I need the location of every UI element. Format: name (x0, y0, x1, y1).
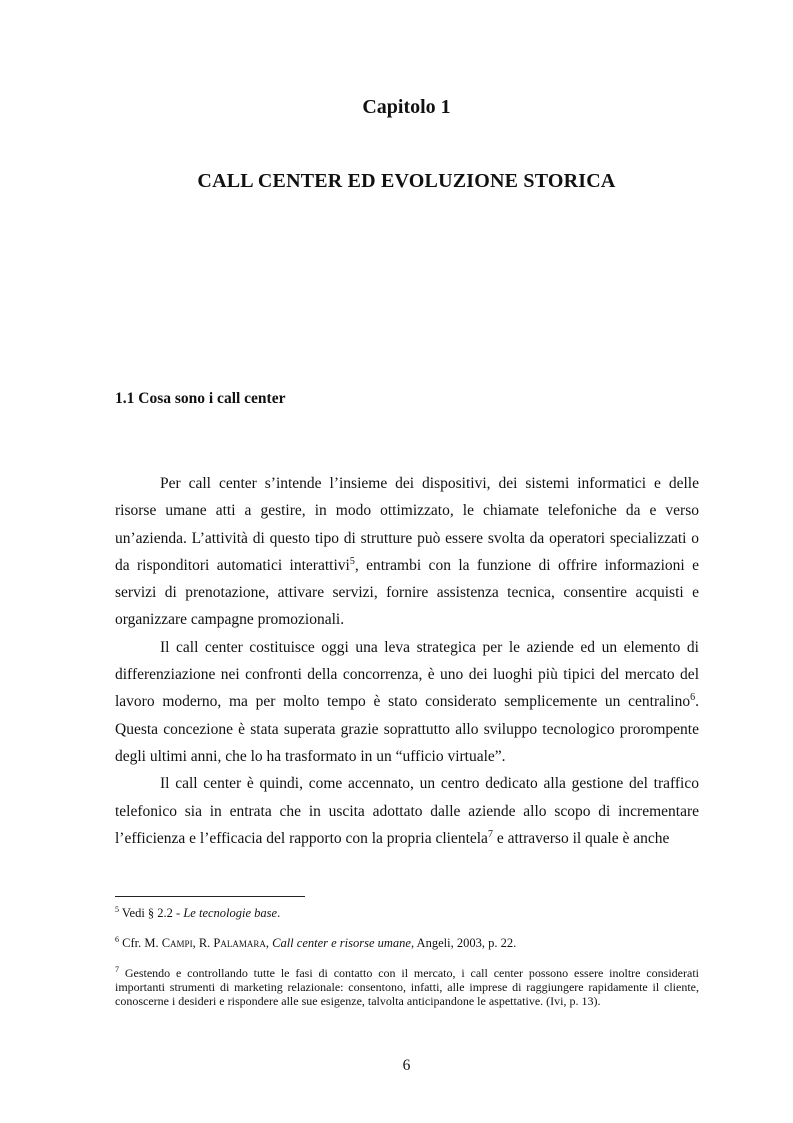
footnote-7 (115, 966, 699, 1009)
footnote-ref-5[interactable]: 5 (349, 555, 355, 567)
section-heading: 1.1 Cosa sono i call center (115, 390, 286, 407)
footnote-6 (115, 936, 699, 950)
footnote-text: . (277, 906, 281, 920)
paragraph-2 (115, 634, 699, 770)
footnote-text: , R. (192, 936, 214, 950)
paragraph-3 (115, 770, 699, 852)
paragraph-text: . Questa concezione è stata superata grazie soprattutto allo sviluppo tecnologico prorompente degli ultimi anni, che lo ha trasformato in un “ufficio virtuale”. (115, 693, 699, 765)
footnote-italic: Call center e risorse umane (272, 936, 411, 950)
paragraph-text: Per call center s’intende l’insieme dei dispositivi, dei sistemi informatici e delle risorse umane atti a gestire, in modo ottimizzato, le chiamate telefoniche da e verso un’azienda. L’attività di questo tipo di strutture può essere svolta da operatori specializzati o da risponditori automatici interattivi (115, 475, 699, 574)
paragraph-1 (115, 470, 699, 634)
paragraph-text: Il call center è quindi, come accennato, un centro dedicato alla gestione del traffico telefonico sia in entrata che in uscita adottato dalle aziende allo scopo di incrementare l’efficienza e l’efficacia del rapporto con la propria clientela (115, 775, 699, 847)
footnote-text: Gestendo e controllando tutte le fasi di contatto con il mercato, i call center possono essere inoltre considerati importanti strumenti di marketing relazionale: consentono, infatti, alle imprese di raggiungere rapidamente il cliente, conoscerne i desideri e rispondere alle sue esigenze, talvolta anticipandone le aspettative. (Ivi, p. 13). (115, 966, 699, 1009)
footnote-author: Palamara (213, 936, 266, 950)
footnote-ref-7[interactable]: 7 (487, 828, 493, 840)
chapter-title: CALL CENTER ED EVOLUZIONE STORICA (197, 170, 616, 192)
footnote-italic: Le tecnologie base (183, 906, 278, 920)
paragraph-text: e attraverso il quale è anche (492, 829, 670, 847)
paragraph-text: , entrambi con la funzione di offrire informazioni e servizi di prenotazione, attivare servizi, fornire assistenza tecnica, consentire acquisti e organizzare campagne promozionali. (115, 556, 699, 629)
chapter-label: Capitolo 1 (362, 96, 451, 118)
footnote-number: 7 (115, 965, 119, 974)
footnote-number: 6 (115, 935, 119, 944)
footnote-author: Campi (161, 936, 193, 950)
footnote-text: Vedi § 2.2 - (119, 906, 184, 920)
body-text (115, 470, 699, 852)
footnote-separator (115, 896, 305, 897)
footnote-ref-6[interactable]: 6 (690, 692, 696, 704)
footnote-5 (115, 906, 699, 920)
footnote-number: 5 (115, 905, 119, 914)
footnote-text: Cfr. M. (119, 936, 162, 950)
footnote-text: , (265, 936, 273, 950)
footnote-text: , Angeli, 2003, p. 22. (410, 936, 517, 950)
paragraph-text: Il call center costituisce oggi una leva strategica per le aziende ed un elemento di differenziazione nei confronti della concorrenza, è uno dei luoghi più tipici del mercato del lavoro moderno, ma per molto tempo è stato considerato semplicemente un centralino (115, 638, 699, 711)
page-number: 6 (402, 1057, 411, 1074)
